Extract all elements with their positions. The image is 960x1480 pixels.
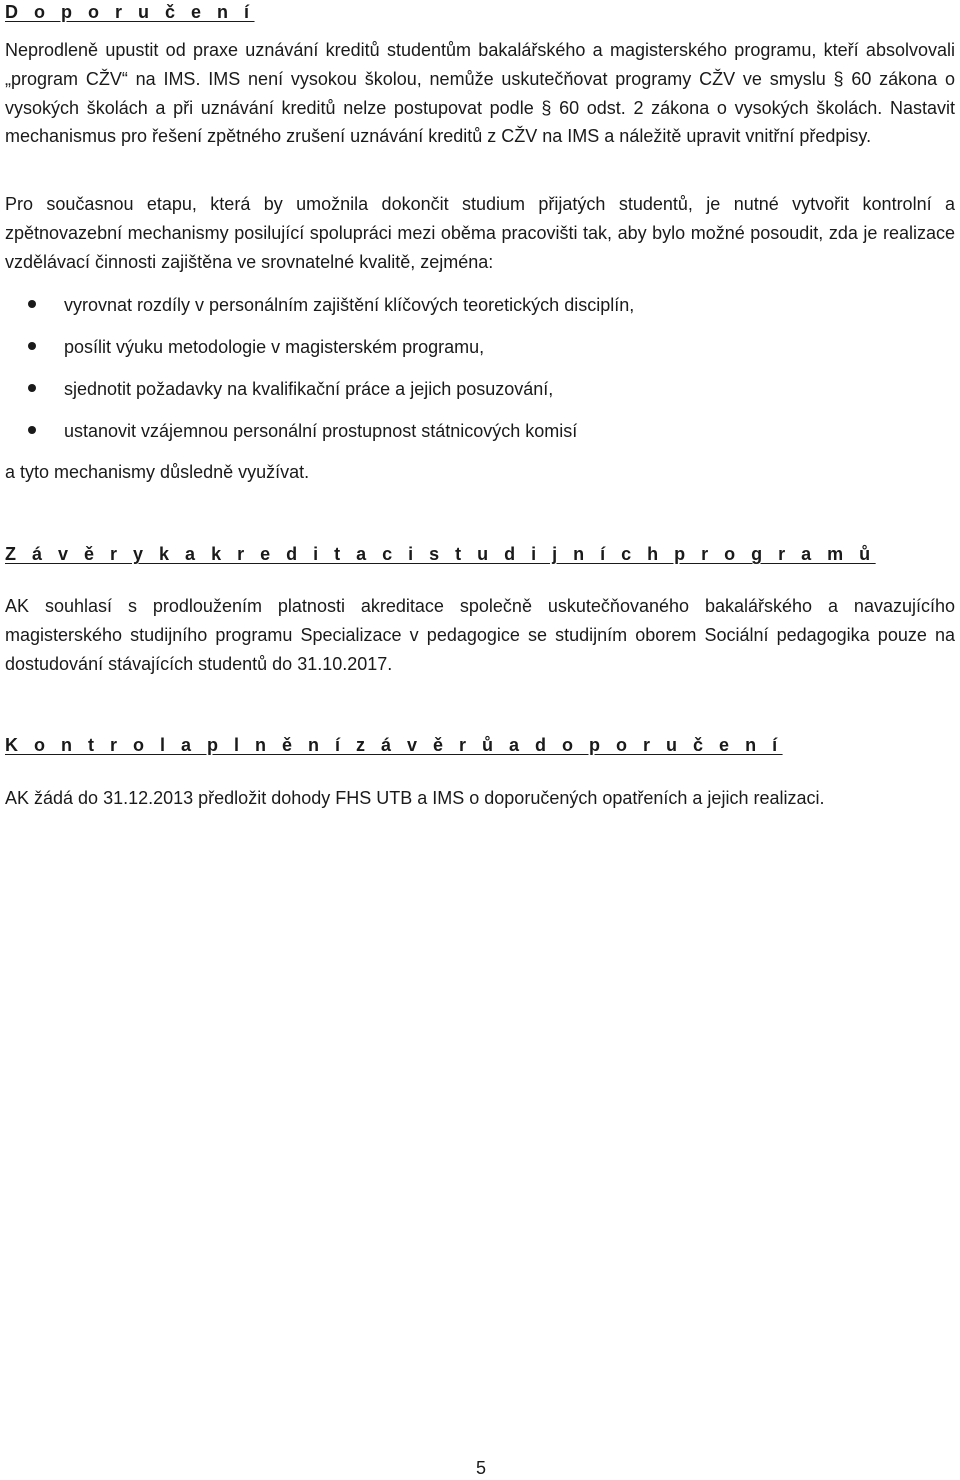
paragraph-kontrola: AK žádá do 31.12.2013 předložit dohody FHS UTB a IMS o doporučených opatřeních a jejich realizaci. <box>5 788 825 808</box>
heading-doporuceni: D o p o r u č e n í <box>5 2 255 22</box>
heading-zavery: Z á v ě r y k a k r e d i t a c i s t u d i j n í c h p r o g r a m ů <box>5 544 876 564</box>
list-item-text: sjednotit požadavky na kvalifikační práce a jejich posuzování, <box>64 379 554 399</box>
paragraph-doporuceni-closing: a tyto mechanismy důsledně využívat. <box>5 462 310 482</box>
list-item-text: ustanovit vzájemnou personální prostupnost státnicových komisí <box>64 421 578 441</box>
list-item <box>5 375 955 403</box>
paragraph-doporuceni-2: Pro současnou etapu, která by umožnila dokončit studium přijatých studentů, je nutné vytvořit kontrolní a zpětnovazební mechanismy posilující spolupráci mezi oběma pracovišti tak, aby bylo možné posoudit, zda je realizace vzdělávací činnosti zajištěna ve srovnatelné kvalitě, zejména: <box>5 194 955 272</box>
recommendation-list <box>5 291 955 459</box>
bullet-icon <box>28 426 36 434</box>
list-item-text: vyrovnat rozdíly v personálním zajištění klíčových teoretických disciplín, <box>64 295 635 315</box>
paragraph-zavery: AK souhlasí s prodloužením platnosti akreditace společně uskutečňovaného bakalářského a navazujícího magisterského studijního programu Specializace v pedagogice se studijním oborem Sociální pedagogika pouze na dostudování stávajících studentů do 31.10.2017. <box>5 596 955 674</box>
paragraph-doporuceni-1: Neprodleně upustit od praxe uznávání kreditů studentům bakalářského a magisterského programu, kteří absolvovali „program CŽV“ na IMS. IMS není vysokou školou, nemůže uskutečňovat programy CŽV ve smyslu § 60 zákona o vysokých školách a při uznávání kreditů nelze postupovat podle § 60 odst. 2 zákona o vysokých školách. Nastavit mechanismus pro řešení zpětného zrušení uznávání kreditů z CŽV na IMS a náležitě upravit vnitřní předpisy. <box>5 40 955 147</box>
bullet-icon <box>28 342 36 350</box>
list-item <box>5 417 955 445</box>
bullet-icon <box>28 384 36 392</box>
bullet-icon <box>28 300 36 308</box>
list-item <box>5 291 955 319</box>
list-item <box>5 333 955 361</box>
list-item-text: posílit výuku metodologie v magisterském programu, <box>64 337 485 357</box>
heading-kontrola: K o n t r o l a p l n ě n í z á v ě r ů a d o p o r u č e n í <box>5 735 783 755</box>
document-page <box>5 0 957 1480</box>
page-number: 5 <box>475 1458 486 1478</box>
